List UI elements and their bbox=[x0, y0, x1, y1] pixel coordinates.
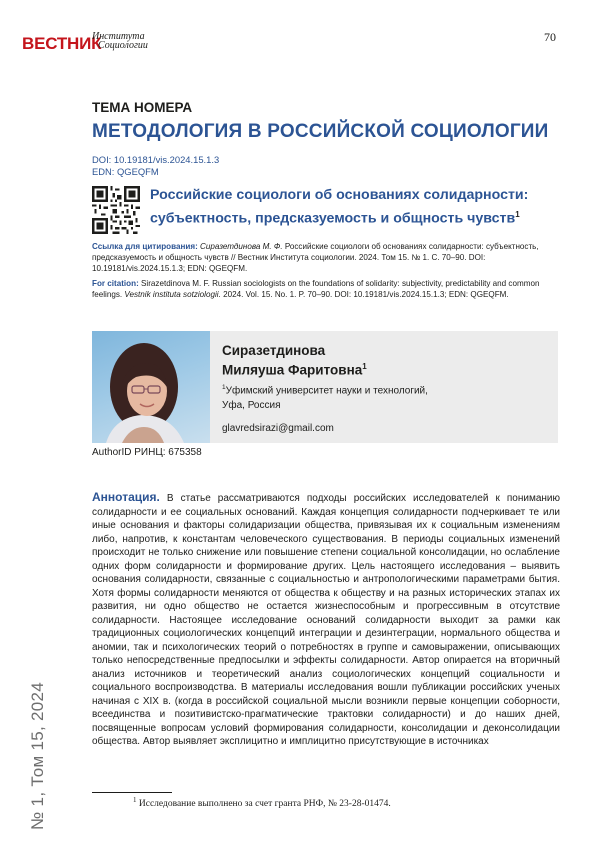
footnote-divider bbox=[92, 792, 172, 793]
article-title: Российские социологи об основаниях солидарности: субъектность, предсказуемость и общность чувств$^1$ bbox=[150, 187, 529, 227]
citation-block bbox=[92, 241, 560, 303]
citation-en: For citation: Sirazetdinova M. F. Russian sociologists on the foundations of solidarity: subjectivity, predictability and common feelings. Vestnik instituta sotziologii. 2024. Vol. 15. No. 1. P. 70–90. DOI: 10.19181/vis.2024.15.1.3; EDN: QGEQFM. bbox=[92, 278, 540, 299]
section-label: ТЕМА НОМЕРА bbox=[92, 100, 193, 115]
edn: EDN: QGEQFM bbox=[92, 166, 159, 177]
logo-main-text: ВЕСТНИК bbox=[22, 34, 102, 53]
issue-label: № 1, Том 15, 2024 bbox=[28, 681, 47, 830]
journal-logo bbox=[22, 30, 182, 60]
author-portrait-icon bbox=[92, 331, 210, 443]
doi[interactable]: DOI: 10.19181/vis.2024.15.1.3 bbox=[92, 154, 220, 165]
author-photo bbox=[92, 331, 210, 443]
logo-sub-text: Института Социологии bbox=[92, 31, 148, 51]
qr-code-icon bbox=[92, 186, 140, 234]
abstract-heading: Аннотация. bbox=[92, 490, 160, 504]
abstract bbox=[92, 491, 560, 749]
abstract-text: В статье рассматриваются подходы российских исследователей к пониманию солидарности и ее социальных оснований. Каждая концепция солидарности подчеркивает те или иные основания и факторы солидаризации общества, привязывая их к социальным изменениям либо, напротив, к константам человеческого существования. В периоды социальных изменений происходит не только снижение или повышение степени социальной консолидации, но ослабление одних форм солидарности и формирование других. Цель настоящего исследования – выявить основания солидарности, связанные с социальностью и антропологическими параметрами бытия. Хотя формы солидарности меняются от общества к обществу и на разных исторических этапах их развития, ни одно общество не остается жизнеспособным и прогрессивным в отсутствие солидарности. Настоящее исследование оснований солидарности выходит за рамки как традиционных социологических концепций интеграции и дезинтеграции, нормального общества и аномии, так и психологических теорий о потребностях в группе и самовыражении, описывающих только непосредственные предпосылки и эффекты солидарности. Автор опирается на вторичный анализ источников и теоретический анализ социологических концепций социальности и социального воспроизводства. В материалы исследования вошли публикации российских ученых начиная с XIX в. (когда в российской социальной мысли возникли первые концепции соборности, всеединства и позитивистско-прагматические трактовки солидарности) и до наших дней, посвященные вопросам условий формирования солидарности, консолидации и деконсолидации общества. Автор выявляет эксплицитно и имплицитно присутствующие в источниках bbox=[92, 493, 560, 747]
author-email[interactable]: glavredsirazi@gmail.com bbox=[222, 423, 334, 434]
footnote: $^1$ Исследование выполнено за счет гранта РНФ, № 23-28-01474. bbox=[133, 796, 391, 810]
identifiers bbox=[92, 154, 219, 178]
footnote-mark: 1 bbox=[515, 210, 520, 219]
page-number: 70 bbox=[544, 30, 556, 44]
author-name: Сиразетдинова Миляуша Фаритовна$^1$ bbox=[222, 343, 367, 377]
author-id: AuthorID РИНЦ: 675358 bbox=[92, 447, 202, 458]
citation-ru: Ссылка для цитирования: Сиразетдинова М. Ф. Российские социологи об основаниях солидарности: субъектность, предсказуемость и общность чувств // Вестник Института социологии. 2024. Том 15. № 1. С. 70–90. DOI: 10.19181/vis.2024.15.1.3; EDN: QGEQFM. bbox=[92, 242, 539, 274]
section-title: МЕТОДОЛОГИЯ В РОССИЙСКОЙ СОЦИОЛОГИИ bbox=[92, 121, 549, 142]
author-affiliation: $^1$Уфимский университет науки и технологий, Уфа, Россия bbox=[222, 384, 428, 412]
